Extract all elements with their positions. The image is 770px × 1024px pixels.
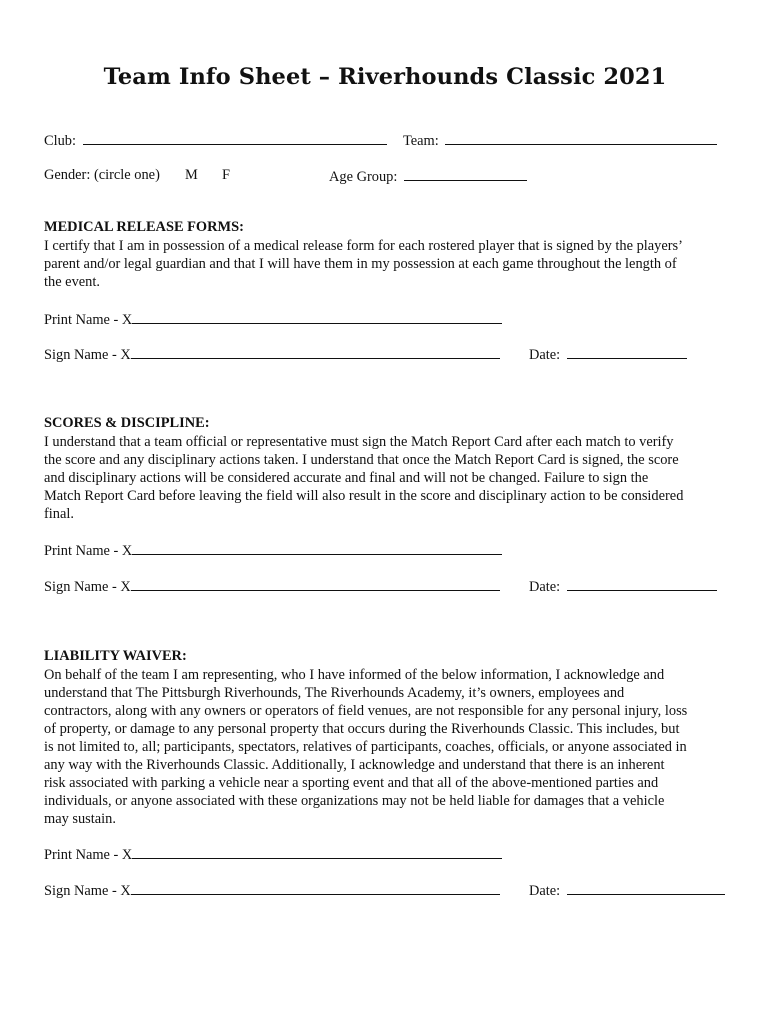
sign-name-label: Sign Name - X: [44, 347, 131, 363]
liability-date-line[interactable]: [567, 880, 725, 895]
gender-option-m[interactable]: M: [185, 167, 198, 183]
medical-line: I certify that I am in possession of a medical release form for each rostered player that is signed by the players’: [44, 238, 683, 254]
scores-paragraph: [44, 433, 734, 523]
medical-line: the event.: [44, 274, 100, 290]
age-group-field[interactable]: [329, 166, 527, 186]
liability-sign-name-line[interactable]: [131, 880, 500, 895]
medical-heading: MEDICAL RELEASE FORMS:: [44, 219, 244, 235]
medical-sign-name-line[interactable]: [131, 344, 500, 359]
club-input-line[interactable]: [83, 130, 387, 145]
print-name-label: Print Name - X: [44, 847, 133, 863]
scores-heading: SCORES & DISCIPLINE:: [44, 415, 210, 431]
liability-line: risk associated with parking a vehicle near a sporting event and that all of the above-mentioned parties and: [44, 775, 659, 791]
scores-line: I understand that a team official or representative must sign the Match Report Card after each match to verify: [44, 434, 674, 450]
medical-date-line[interactable]: [567, 344, 687, 359]
scores-print-name-line[interactable]: [132, 540, 502, 555]
club-label: Club:: [44, 133, 76, 149]
liability-line: is not limited to, all; participants, spectators, relatives of participants, coaches, officials, or anyone associated in: [44, 739, 687, 755]
date-label: Date:: [529, 347, 561, 363]
liability-heading: LIABILITY WAIVER:: [44, 648, 187, 664]
page-title: Team Info Sheet – Riverhounds Classic 2021: [103, 64, 667, 90]
medical-sign-name-field[interactable]: [44, 344, 500, 364]
liability-paragraph: [44, 666, 734, 828]
liability-line: understand that The Pittsburgh Riverhounds, The Riverhounds Academy, it’s owners, employees and: [44, 685, 625, 701]
team-field[interactable]: [403, 130, 717, 150]
liability-line: contractors, along with any owners or operators of field venues, are not responsible for any personal injury, loss: [44, 703, 688, 719]
date-label: Date:: [529, 883, 561, 899]
medical-print-name-field[interactable]: [44, 309, 502, 329]
medical-date-field[interactable]: [529, 344, 687, 364]
liability-line: may sustain.: [44, 811, 116, 827]
club-field[interactable]: [44, 130, 387, 150]
liability-print-name-line[interactable]: [132, 844, 502, 859]
scores-sign-name-field[interactable]: [44, 576, 500, 596]
liability-line: individuals, or anyone associated with these organizations may not be held liable for damages that a vehicle: [44, 793, 665, 809]
gender-label: Gender: (circle one): [44, 167, 160, 183]
medical-line: parent and/or legal guardian and that I will have them in my possession at each game throughout the length of: [44, 256, 677, 272]
medical-paragraph: [44, 237, 734, 291]
liability-date-field[interactable]: [529, 880, 725, 900]
scores-date-line[interactable]: [567, 576, 717, 591]
sign-name-label: Sign Name - X: [44, 883, 131, 899]
liability-print-name-field[interactable]: [44, 844, 502, 864]
sign-name-label: Sign Name - X: [44, 579, 131, 595]
gender-option-f[interactable]: F: [222, 167, 231, 183]
age-group-label: Age Group:: [329, 169, 398, 185]
scores-date-field[interactable]: [529, 576, 717, 596]
age-group-input-line[interactable]: [404, 166, 527, 181]
liability-line: any way with the Riverhounds Classic. Additionally, I acknowledge and understand that there is an inherent: [44, 757, 665, 773]
liability-line: On behalf of the team I am representing, who I have informed of the below information, I acknowledge and: [44, 667, 665, 683]
scores-line: final.: [44, 506, 74, 522]
scores-line: Match Report Card before leaving the field will also result in the score and disciplinary action to be considered: [44, 488, 684, 504]
scores-print-name-field[interactable]: [44, 540, 502, 560]
scores-sign-name-line[interactable]: [131, 576, 500, 591]
date-label: Date:: [529, 579, 561, 595]
scores-line: and disciplinary actions will be considered accurate and final and will not be changed. Failure to sign the: [44, 470, 649, 486]
medical-print-name-line[interactable]: [132, 309, 502, 324]
print-name-label: Print Name - X: [44, 543, 133, 559]
team-label: Team:: [403, 133, 439, 149]
print-name-label: Print Name - X: [44, 312, 133, 328]
team-input-line[interactable]: [445, 130, 717, 145]
liability-line: of property, or damage to any personal property that occurs during the Riverhounds Classic. This includes, but: [44, 721, 680, 737]
liability-sign-name-field[interactable]: [44, 880, 500, 900]
scores-line: the score and any disciplinary actions taken. I understand that once the Match Report Card is signed, the score: [44, 452, 679, 468]
